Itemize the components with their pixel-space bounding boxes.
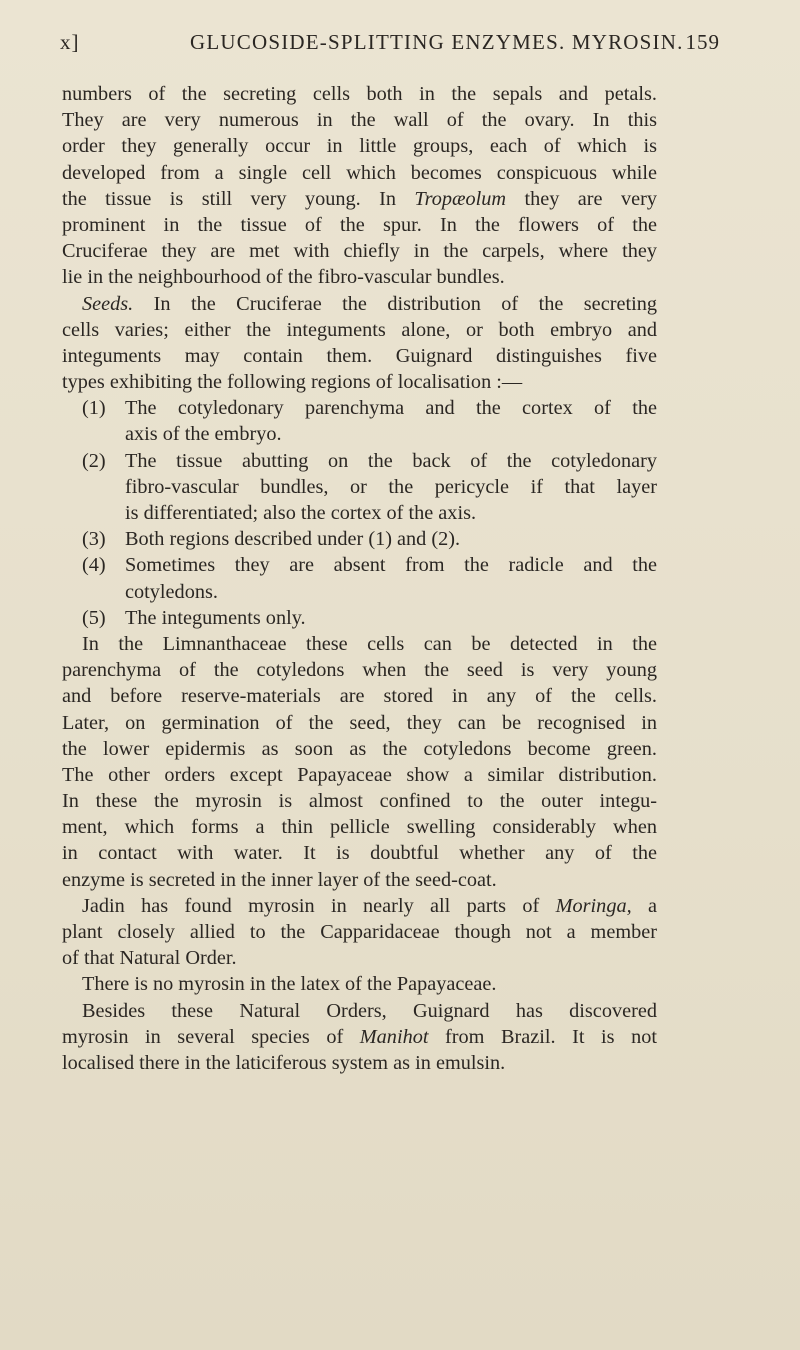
- section-heading-seeds: Seeds.: [82, 292, 134, 315]
- text-run: Both regions described under (1) and (2).: [125, 528, 461, 551]
- list-number: (3): [82, 528, 106, 551]
- page-number: 159: [685, 30, 720, 54]
- text-line: localised there in the laticiferous system as in emulsin.: [62, 1051, 506, 1074]
- text-run: myrosin in several species of: [62, 1025, 360, 1048]
- text-line: [62, 186, 657, 212]
- text-line: the lower epidermis as soon as the cotyledons become green.: [62, 737, 657, 760]
- text-run: the tissue is still very young. In: [62, 187, 415, 210]
- text-line: cotyledons.: [125, 580, 218, 603]
- list-number: (5): [82, 606, 106, 629]
- text-line: in contact with water. It is doubtful whether any of the: [62, 842, 657, 865]
- text-line: In these the myrosin is almost confined to the outer integu-: [62, 790, 657, 813]
- list-number: (2): [82, 449, 106, 472]
- text-line: There is no myrosin in the latex of the Papayaceae.: [82, 973, 497, 996]
- list-item: [62, 448, 657, 474]
- text-line: Later, on germination of the seed, they can be recognised in: [62, 711, 657, 734]
- list-item: [62, 526, 657, 552]
- running-title: GLUCOSIDE-SPLITTING ENZYMES. MYROSIN.: [190, 30, 684, 54]
- text-line: types exhibiting the following regions of localisation :—: [62, 371, 523, 394]
- text-run: Jadin has found myrosin in nearly all parts of: [82, 894, 556, 917]
- text-run: Sometimes they are absent from the radicle and the: [125, 554, 657, 577]
- text-line: ment, which forms a thin pellicle swelling considerably when: [62, 816, 657, 839]
- text-line: [62, 291, 657, 317]
- text-line: In the Limnanthaceae these cells can be detected in the: [82, 632, 657, 655]
- text-line: Besides these Natural Orders, Guignard has discovered: [82, 999, 657, 1022]
- text-line: The other orders except Papayaceae show a similar distribution.: [62, 763, 657, 786]
- italic-genus-name: Moringa,: [555, 894, 632, 917]
- text-line: integuments may contain them. Guignard distinguishes five: [62, 344, 657, 367]
- page-header: [60, 20, 720, 60]
- chapter-marker: x]: [60, 30, 80, 54]
- text-line: [62, 1024, 657, 1050]
- text-run: a: [631, 894, 657, 917]
- text-run: The tissue abutting on the back of the cotyledonary: [125, 449, 657, 472]
- text-run: they are very: [506, 187, 657, 210]
- text-line: plant closely allied to the Capparidaceae though not a member: [62, 921, 657, 943]
- list-item: [62, 605, 657, 631]
- text-line: axis of the embryo.: [125, 423, 282, 446]
- list-item: [62, 395, 657, 421]
- text-line: and before reserve-materials are stored in any of the cells.: [62, 685, 657, 708]
- text-line: [62, 893, 657, 919]
- italic-genus-name: Tropæolum: [414, 187, 507, 210]
- text-line: prominent in the tissue of the spur. In the flowers of the: [62, 213, 657, 236]
- text-line: is differentiated; also the cortex of the axis.: [125, 502, 477, 524]
- text-line: fibro-vascular bundles, or the pericycle if that layer: [125, 475, 657, 498]
- text-line: enzyme is secreted in the inner layer of the seed-coat.: [62, 868, 497, 891]
- text-line: cells varies; either the integuments alone, or both embryo and: [62, 318, 657, 341]
- text-line: numbers of the secreting cells both in the sepals and petals.: [62, 83, 657, 105]
- body-text: [62, 81, 657, 1076]
- text-run: The cotyledonary parenchyma and the cortex of the: [125, 397, 657, 420]
- text-line: parenchyma of the cotyledons when the seed is very young: [62, 659, 657, 682]
- text-run: from Brazil. It is not: [428, 1025, 657, 1048]
- text-line: lie in the neighbourhood of the fibro-vascular bundles.: [62, 266, 505, 289]
- text-run: The integuments only.: [125, 606, 306, 629]
- text-line: They are very numerous in the wall of the ovary. In this: [62, 109, 657, 132]
- list-item: [62, 552, 657, 578]
- text-run: In the Cruciferae the distribution of the secreting: [133, 292, 657, 315]
- text-line: of that Natural Order.: [62, 947, 237, 970]
- italic-genus-name: Manihot: [359, 1025, 429, 1048]
- text-line: Cruciferae they are met with chiefly in the carpels, where they: [62, 240, 657, 263]
- list-number: (4): [82, 554, 106, 577]
- list-number: (1): [82, 397, 106, 420]
- text-line: order they generally occur in little groups, each of which is: [62, 135, 657, 158]
- text-line: developed from a single cell which becomes conspicuous while: [62, 161, 657, 184]
